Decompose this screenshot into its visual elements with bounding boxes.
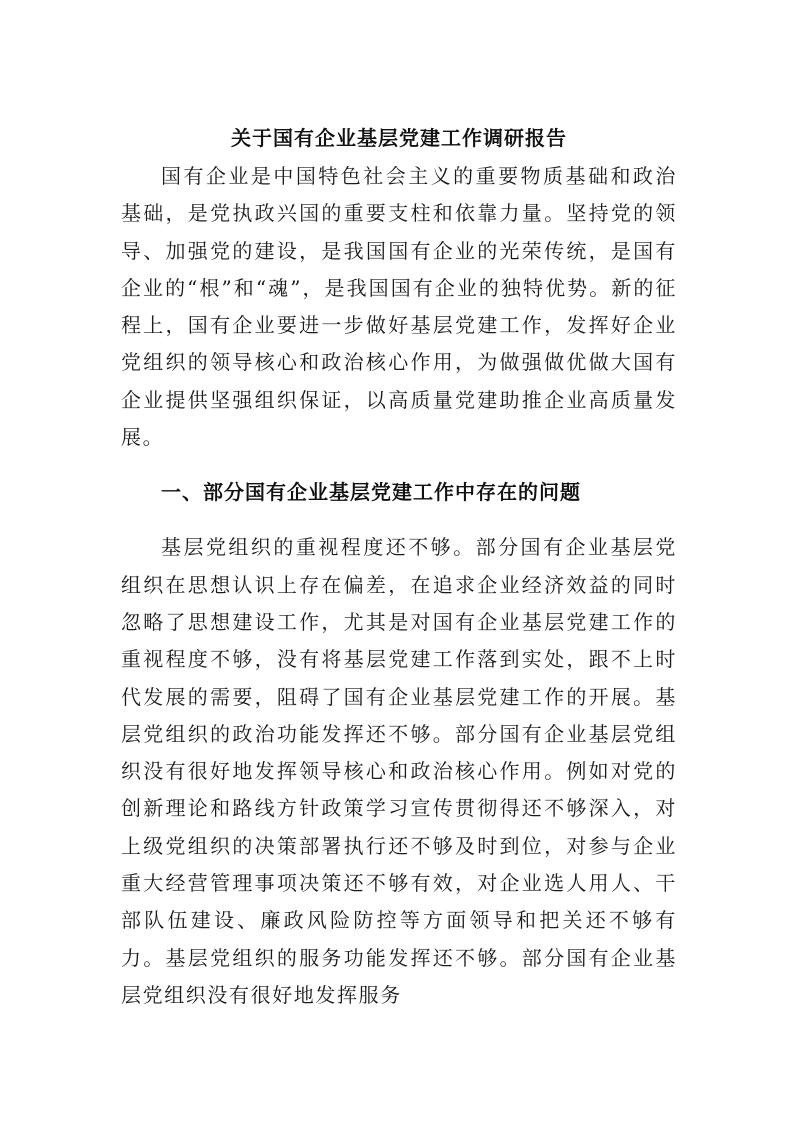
document-title: 关于国有企业基层党建工作调研报告 (231, 126, 567, 150)
document-body (121, 118, 677, 1014)
section-heading: 一、部分国有企业基层党建工作中存在的问题 (161, 480, 581, 505)
body-paragraph: 基层党组织的重视程度还不够。部分国有企业基层党组织在思想认识上存在偏差，在追求企业经济效益的同时忽略了思想建设工作，尤其是对国有企业基层党建工作的重视程度不够，没有将基层党建工作落到实处，跟不上时代发展的需要，阻碍了国有企业基层党建工作的开展。基层党组织的政治功能发挥还不够。部分国有企业基层党组织没有很好地发挥领导核心和政治核心作用。例如对党的创新理论和路线方针政策学习宣传贯彻得还不够深入，对上级党组织的决策部署执行还不够及时到位，对参与企业重大经营管理事项决策还不够有效，对企业选人用人、干部队伍建设、廉政风险防控等方面领导和把关还不够有力。基层党组织的服务功能发挥还不够。部分国有企业基层党组织没有很好地发挥服务 (121, 535, 677, 1007)
intro-paragraph: 国有企业是中国特色社会主义的重要物质基础和政治基础，是党执政兴国的重要支柱和依靠力量。坚持党的领导、加强党的建设，是我国国有企业的光荣传统，是国有企业的“根”和“魂”，是我国国有企业的独特优势。新的征程上，国有企业要进一步做好基层党建工作，发挥好企业党组织的领导核心和政治核心作用，为做强做优做大国有企业提供坚强组织保证，以高质量党建助推企业高质量发展。 (121, 164, 677, 450)
